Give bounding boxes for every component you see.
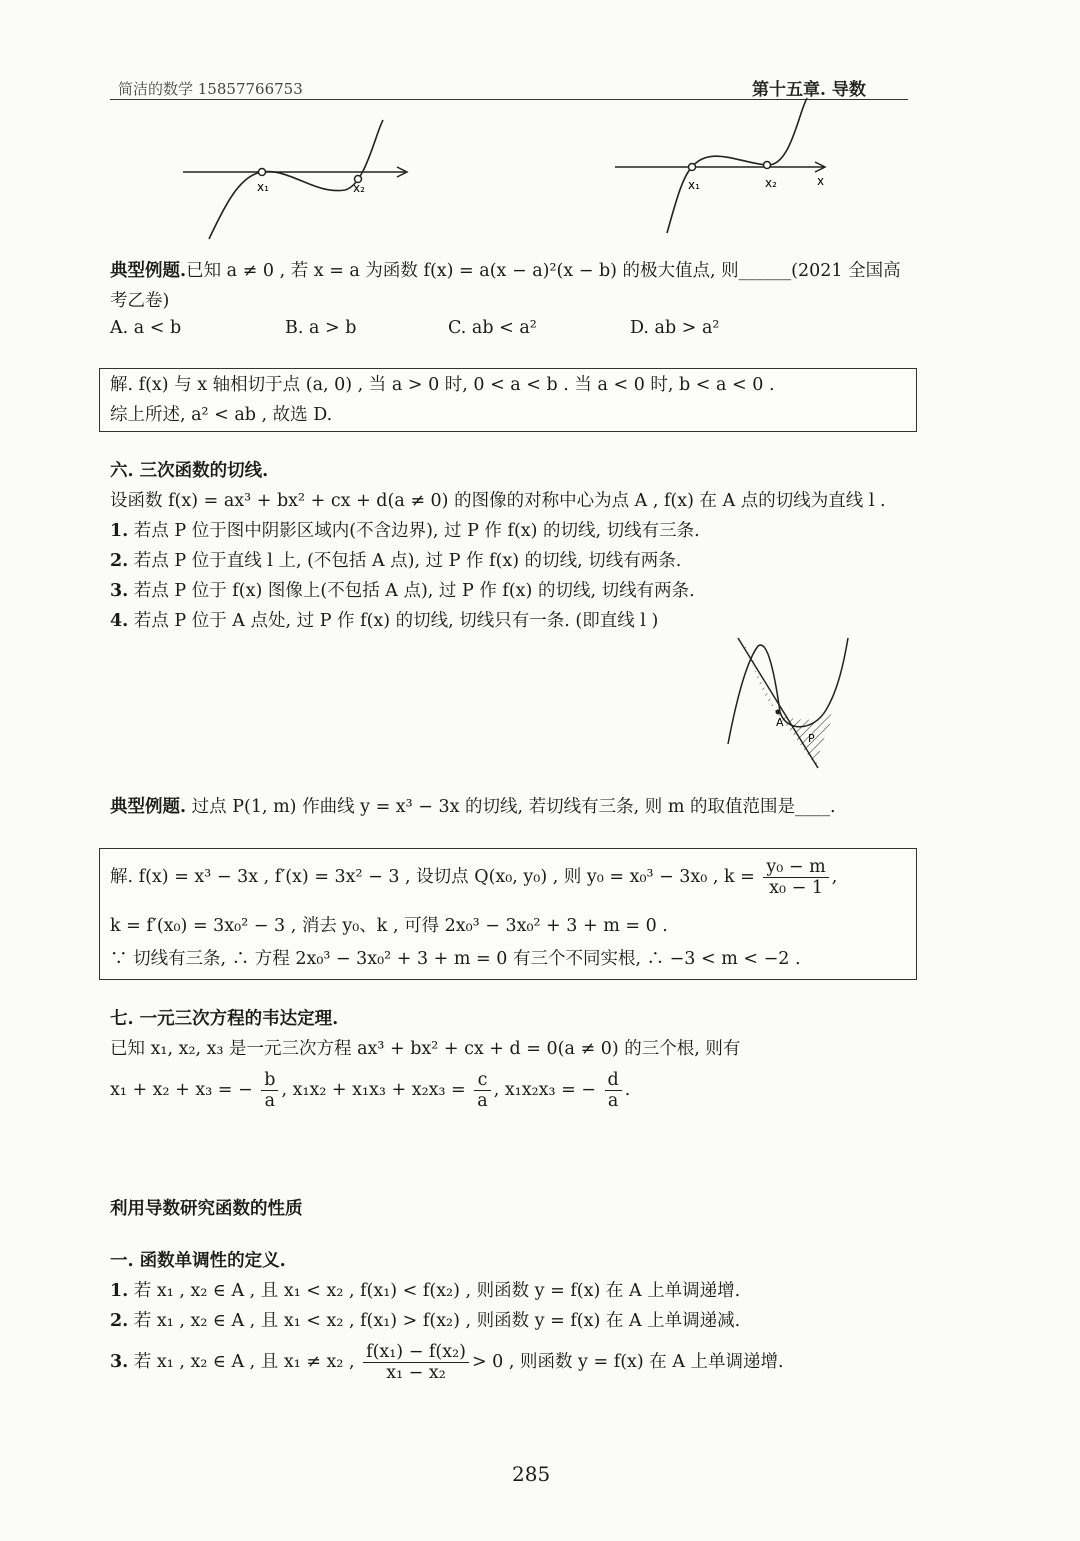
- monotonic-item-1: [110, 1276, 740, 1306]
- difference-quotient-denominator: x₁ − x₂: [386, 1363, 446, 1383]
- section6-intro: 设函数 f(x) = ax³ + bx² + cx + d(a ≠ 0) 的图像的对称中心为点 A , f(x) 在 A 点的切线为直线 l .: [110, 491, 886, 511]
- example1-text1: 已知 a ≠ 0 , 若 x = a 为函数 f(x) = a(x − a)²(x − b) 的极大值点, 则______(2021 全国高: [186, 261, 901, 281]
- label-x1: x₁: [688, 178, 700, 192]
- page-number: 285: [512, 1462, 551, 1486]
- item-text-post: > 0 , 则函数 y = f(x) 在 A 上单调递增.: [471, 1352, 784, 1372]
- item-number: 1.: [110, 521, 129, 541]
- solution2-line2: k = f′(x₀) = 3x₀² − 3 , 消去 y₀、k , 可得 2x₀³ − 3x₀² + 3 + m = 0 .: [110, 916, 668, 936]
- point-a: [776, 710, 781, 715]
- vieta-pairs-fraction: [474, 1070, 490, 1111]
- option-a: A. a < b: [110, 318, 182, 338]
- vieta-product-fraction: [605, 1070, 622, 1111]
- vieta-pairs-denominator: a: [477, 1091, 488, 1111]
- option-d: D. ab > a²: [630, 318, 720, 338]
- vieta-formulas: [110, 1068, 630, 1112]
- example2-line: [110, 792, 836, 822]
- vieta-product-numerator: d: [605, 1070, 622, 1091]
- header-left: 简洁的数学 15857766753: [118, 80, 303, 98]
- monotonic-item-3: [110, 1340, 784, 1384]
- slope-fraction: [763, 857, 828, 898]
- vieta-pairs-numerator: c: [474, 1070, 490, 1091]
- example1-text2: 考乙卷): [110, 291, 170, 311]
- item-number: 1.: [110, 1281, 129, 1301]
- item-text: 若点 P 位于直线 l 上, (不包括 A 点), 过 P 作 f(x) 的切线, 切线有两条.: [128, 551, 682, 571]
- example1-line1: [110, 256, 901, 286]
- vieta-sum-fraction: [261, 1070, 278, 1111]
- vieta-sum-left: x₁ + x₂ + x₃ = −: [110, 1080, 253, 1100]
- item-text: 若 x₁ , x₂ ∈ A , 且 x₁ < x₂ , f(x₁) > f(x₂) , 则函数 y = f(x) 在 A 上单调递减.: [128, 1311, 741, 1331]
- example2-label: 典型例题.: [110, 797, 187, 817]
- slope-denominator: x₀ − 1: [769, 878, 823, 898]
- section6-item-3: [110, 576, 695, 606]
- label-x: x: [817, 174, 825, 188]
- header-right: 第十五章. 导数: [752, 80, 866, 100]
- solution2-box: [99, 848, 917, 980]
- graph-cubic-left: [175, 115, 420, 245]
- section6-item-2: [110, 546, 681, 576]
- example2-text: 过点 P(1, m) 作曲线 y = x³ − 3x 的切线, 若切线有三条, 则 m 的取值范围是____.: [186, 797, 836, 817]
- solution2-line3: ∵ 切线有三条, ∴ 方程 2x₀³ − 3x₀² + 3 + m = 0 有三个不同实根, ∴ −3 < m < −2 .: [110, 949, 801, 969]
- item-text: 若点 P 位于图中阴影区域内(不含边界), 过 P 作 f(x) 的切线, 切线有三条.: [128, 521, 700, 541]
- option-c: C. ab < a²: [448, 318, 537, 338]
- label-p: P: [808, 732, 815, 745]
- section7-title: 七. 一元三次方程的韦达定理.: [110, 1009, 339, 1029]
- difference-quotient: [363, 1342, 469, 1383]
- graph-cubic-right: [610, 95, 840, 235]
- monotonic-item-2: [110, 1306, 740, 1336]
- solution1-box: [99, 368, 917, 432]
- cubic-curve: [728, 638, 848, 744]
- difference-quotient-numerator: f(x₁) − f(x₂): [363, 1342, 469, 1363]
- example1-label: 典型例题.: [110, 261, 187, 281]
- label-x2: x₂: [353, 181, 365, 195]
- label-a: A: [776, 716, 784, 729]
- solution2-line1-end: ,: [831, 867, 838, 887]
- root-point-x1: [259, 169, 266, 176]
- cubic-curve: [667, 98, 807, 233]
- item-number: 2.: [110, 1311, 129, 1331]
- section7-intro: 已知 x₁, x₂, x₃ 是一元三次方程 ax³ + bx² + cx + d = 0(a ≠ 0) 的三个根, 则有: [110, 1039, 741, 1059]
- item-number: 4.: [110, 611, 129, 631]
- vieta-pairs-left: , x₁x₂ + x₁x₃ + x₂x₃ =: [281, 1080, 466, 1100]
- option-b: B. a > b: [285, 318, 357, 338]
- item-text: 若点 P 位于 A 点处, 过 P 作 f(x) 的切线, 切线只有一条. (即直线 l ): [128, 611, 659, 631]
- vieta-sum-denominator: a: [264, 1091, 276, 1111]
- item-number: 3.: [110, 581, 129, 601]
- item-number: 2.: [110, 551, 129, 571]
- vieta-product-denominator: a: [607, 1091, 619, 1111]
- solution2-line1-text: 解. f(x) = x³ − 3x , f′(x) = 3x² − 3 , 设切点 Q(x₀, y₀) , 则 y₀ = x₀³ − 3x₀ , k =: [110, 867, 755, 887]
- label-x1: x₁: [257, 180, 269, 194]
- item-text: 若点 P 位于 f(x) 图像上(不包括 A 点), 过 P 作 f(x) 的切线, 切线有两条.: [128, 581, 695, 601]
- vieta-sum-numerator: b: [261, 1070, 278, 1091]
- section6-item-1: [110, 516, 700, 546]
- item-text: 若 x₁ , x₂ ∈ A , 且 x₁ < x₂ , f(x₁) < f(x₂) , 则函数 y = f(x) 在 A 上单调递增.: [128, 1281, 741, 1301]
- label-x2: x₂: [765, 176, 777, 190]
- vieta-product-left: , x₁x₂x₃ = −: [493, 1080, 596, 1100]
- vieta-end: .: [624, 1080, 631, 1100]
- part2-title: 利用导数研究函数的性质: [110, 1199, 303, 1219]
- graph-tangent-region: [718, 632, 858, 772]
- root-point-x1: [689, 164, 696, 171]
- section6-item-4: [110, 606, 658, 636]
- solution2-line1: [110, 855, 837, 899]
- shaded-region-lower: [778, 712, 836, 766]
- item-text-pre: 若 x₁ , x₂ ∈ A , 且 x₁ ≠ x₂ ,: [128, 1352, 355, 1372]
- solution1-line2: 综上所述, a² < ab , 故选 D.: [110, 405, 333, 425]
- solution1-line1: 解. f(x) 与 x 轴相切于点 (a, 0) , 当 a > 0 时, 0 < a < b . 当 a < 0 时, b < a < 0 .: [110, 375, 775, 395]
- root-point-x2: [764, 162, 771, 169]
- section6-title: 六. 三次函数的切线.: [110, 461, 269, 481]
- part2-subtitle: 一. 函数单调性的定义.: [110, 1251, 286, 1271]
- slope-numerator: y₀ − m: [763, 857, 828, 878]
- item-number: 3.: [110, 1352, 129, 1372]
